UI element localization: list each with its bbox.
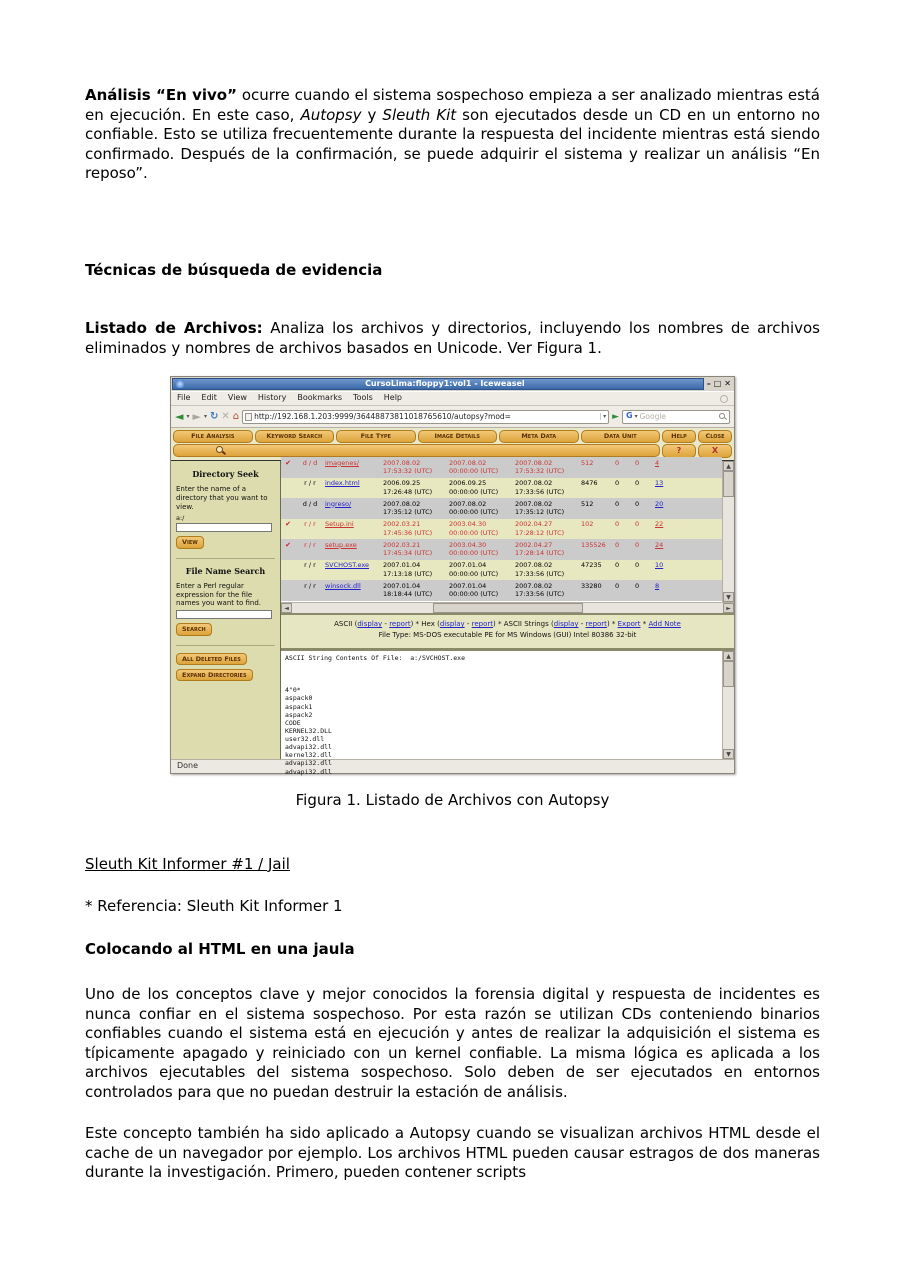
row-accessed: 2006.09.25 00:00:00 (UTC) bbox=[449, 479, 499, 496]
menu-view[interactable]: View bbox=[227, 393, 247, 403]
status-text: Done bbox=[177, 761, 199, 771]
meta-link[interactable]: 22 bbox=[655, 520, 664, 529]
meta-link[interactable]: 8 bbox=[655, 581, 660, 590]
row-type: r / r bbox=[304, 520, 316, 529]
paragraph-analisis: Análisis “En vivo” ocurre cuando el sistema sospechoso empieza a ser analizado mientras está en ejecución. En este caso, Autopsy y Sleuth Kit son ejecutados desde un CD en un entorno no confiable. Esto se utiliza frecuentemente durante la respuesta del incidente mientras está siendo confirmado. Después de la confirmación, se puede adquirir el sistema y realizar un análisis “En reposo”. bbox=[85, 86, 820, 182]
row-gid: 0 bbox=[635, 561, 640, 570]
menu-tools[interactable]: Tools bbox=[353, 393, 373, 403]
hex-display-link[interactable]: display bbox=[439, 620, 465, 628]
content-line: ASCII String Contents Of File: a:/SVCHOST.exe bbox=[285, 654, 466, 663]
tab-file-type[interactable]: File Type bbox=[336, 430, 416, 443]
row-written: 2007.01.04 17:13:18 (UTC) bbox=[383, 561, 433, 578]
view-button[interactable]: View bbox=[176, 536, 204, 548]
file-link[interactable]: ingreso/ bbox=[325, 499, 352, 508]
table-vertical-scrollbar[interactable] bbox=[722, 461, 734, 602]
paragraph-concepto-autopsy: Este concepto también ha sido aplicado a Autopsy cuando se visualizan archivos HTML desde el cache de un navegador por ejemplo. Los archivos HTML pueden causar estragos de dos maneras durante la investigación. Primero, pueden contener scripts bbox=[85, 1124, 820, 1182]
row-written: 2007.08.02 17:35:12 (UTC) bbox=[383, 499, 433, 517]
content-line bbox=[285, 678, 722, 686]
section-heading-tecnicas: Técnicas de búsqueda de evidencia bbox=[85, 260, 383, 279]
go-icon[interactable]: ► bbox=[612, 411, 619, 422]
meta-link[interactable]: 13 bbox=[655, 479, 664, 488]
viewer-text: ) * Hex ( bbox=[410, 620, 440, 628]
iceweasel-icon bbox=[176, 380, 184, 388]
google-logo-icon[interactable]: G bbox=[626, 411, 633, 421]
content-viewer-bar bbox=[281, 613, 734, 649]
figure-caption: Figura 1. Listado de Archivos con Autopsy bbox=[295, 791, 610, 810]
search-placeholder[interactable]: Google bbox=[639, 411, 667, 421]
search-icon[interactable] bbox=[719, 413, 726, 420]
meta-link[interactable]: 20 bbox=[655, 499, 664, 508]
ascii-string-contents bbox=[281, 651, 722, 776]
row-accessed: 2007.01.04 00:00:00 (UTC) bbox=[449, 561, 499, 578]
home-icon[interactable]: ⌂ bbox=[232, 410, 240, 422]
menu-edit[interactable]: Edit bbox=[201, 393, 217, 403]
meta-link[interactable]: 24 bbox=[655, 540, 664, 549]
deleted-check-icon: ✔ bbox=[285, 458, 291, 467]
viewer-text: * bbox=[640, 620, 649, 628]
row-type: d / d bbox=[302, 458, 318, 467]
content-vertical-scrollbar[interactable] bbox=[722, 651, 734, 759]
row-accessed: 2007.08.02 00:00:00 (UTC) bbox=[449, 499, 499, 517]
row-written: 2002.03.21 17:45:36 (UTC) bbox=[383, 520, 433, 537]
menu-bookmarks[interactable]: Bookmarks bbox=[297, 393, 343, 403]
row-size: 33280 bbox=[581, 581, 602, 590]
search-button[interactable]: Search bbox=[176, 623, 212, 635]
iceweasel-window bbox=[170, 376, 735, 774]
tab-image-details[interactable]: Image Details bbox=[418, 430, 498, 443]
file-analysis-active-bar bbox=[173, 444, 660, 457]
directory-seek-title: Directory Seek bbox=[192, 469, 259, 479]
url-text[interactable]: http://192.168.1.203:9999/36448873811018765610/autopsy?mod= bbox=[254, 411, 511, 421]
ascii-display-link[interactable]: display bbox=[357, 620, 383, 628]
table-row[interactable] bbox=[281, 498, 722, 519]
row-written: 2006.09.25 17:26:48 (UTC) bbox=[383, 479, 433, 496]
autopsy-main-tabs bbox=[173, 430, 660, 443]
reload-icon[interactable]: ↻ bbox=[209, 410, 219, 422]
content-line: kernel32.dll bbox=[285, 751, 332, 760]
viewer-text: - bbox=[578, 620, 586, 628]
row-accessed: 2007.01.04 00:00:00 (UTC) bbox=[449, 581, 499, 599]
row-accessed: 2007.08.02 00:00:00 (UTC) bbox=[449, 458, 499, 476]
row-changed: 2007.08.02 17:35:12 (UTC) bbox=[515, 499, 565, 517]
row-changed: 2002.04.27 17:28:12 (UTC) bbox=[515, 520, 565, 537]
row-written: 2007.01.04 18:18:44 (UTC) bbox=[383, 581, 433, 599]
window-controls bbox=[704, 379, 734, 389]
close-button[interactable]: ✕ bbox=[724, 379, 731, 388]
sleuth-kit-informer-heading: Sleuth Kit Informer #1 / Jail bbox=[85, 854, 290, 873]
ascii-report-link[interactable]: report bbox=[389, 620, 411, 628]
autopsy-tabs-row bbox=[173, 430, 732, 443]
row-size: 102 bbox=[581, 520, 594, 529]
row-gid: 0 bbox=[635, 458, 640, 467]
scroll-left-icon[interactable]: ◄ bbox=[281, 603, 292, 613]
row-accessed: 2003.04.30 00:00:00 (UTC) bbox=[449, 540, 499, 558]
table-row[interactable] bbox=[281, 580, 722, 601]
maximize-button[interactable]: □ bbox=[713, 379, 722, 388]
row-size: 512 bbox=[581, 458, 594, 467]
row-changed: 2002.04.27 17:28:14 (UTC) bbox=[515, 540, 565, 558]
menu-file[interactable]: File bbox=[177, 393, 191, 403]
content-line: advapi32.dll bbox=[285, 759, 332, 768]
row-gid: 0 bbox=[635, 581, 640, 590]
row-changed: 2007.08.02 17:33:56 (UTC) bbox=[515, 581, 565, 599]
tab-meta-data[interactable]: Meta Data bbox=[499, 430, 579, 443]
ascii-content-area bbox=[281, 649, 734, 776]
forward-dropdown-icon[interactable]: ▾ bbox=[203, 412, 207, 420]
row-changed: 2007.08.02 17:53:32 (UTC) bbox=[515, 458, 565, 476]
throbber-icon bbox=[720, 395, 728, 403]
row-uid: 0 bbox=[615, 499, 620, 508]
content-line: 4"0* bbox=[285, 686, 301, 695]
scrollbar-thumb[interactable] bbox=[723, 471, 734, 497]
content-line: advapi32.dll bbox=[285, 767, 332, 776]
window-title: CursoLima:floppy1:vol1 - Iceweasel bbox=[365, 379, 525, 388]
back-dropdown-icon[interactable]: ▾ bbox=[186, 412, 190, 420]
menu-history[interactable]: History bbox=[257, 393, 287, 403]
titlebar-blue-area bbox=[172, 378, 704, 390]
file-table-rows bbox=[281, 457, 722, 601]
file-listing-column bbox=[281, 458, 734, 776]
stop-icon[interactable]: ✕ bbox=[221, 410, 230, 422]
back-icon[interactable]: ◄ bbox=[175, 409, 184, 423]
table-row[interactable] bbox=[281, 560, 722, 581]
help-icon[interactable]: ? bbox=[662, 444, 696, 458]
scroll-up-icon[interactable]: ▲ bbox=[723, 651, 734, 661]
row-type: r / r bbox=[304, 540, 316, 549]
row-size: 47235 bbox=[581, 561, 602, 570]
content-line bbox=[285, 670, 722, 678]
file-link[interactable]: winsock.dll bbox=[325, 581, 361, 590]
row-uid: 0 bbox=[615, 540, 620, 549]
url-dropdown-icon[interactable]: ▾ bbox=[600, 413, 606, 421]
magnifier-icon bbox=[216, 446, 226, 456]
directory-seek-sidebar bbox=[171, 461, 281, 759]
row-uid: 0 bbox=[615, 561, 620, 570]
row-gid: 0 bbox=[635, 540, 640, 549]
deleted-check-icon: ✔ bbox=[285, 520, 291, 529]
sidebar-divider bbox=[176, 558, 275, 559]
all-deleted-files-button[interactable]: All Deleted Files bbox=[176, 653, 247, 665]
add-note-link[interactable]: Add Note bbox=[648, 620, 681, 628]
tab-close[interactable]: Close bbox=[698, 430, 732, 443]
row-size: 8476 bbox=[581, 479, 598, 488]
window-titlebar[interactable] bbox=[171, 377, 734, 391]
page-icon bbox=[245, 413, 252, 421]
row-gid: 0 bbox=[635, 479, 640, 488]
tab-data-unit[interactable]: Data Unit bbox=[581, 430, 661, 443]
section-heading-colocando: Colocando al HTML en una jaula bbox=[85, 939, 355, 958]
viewer-text: - bbox=[464, 620, 472, 628]
content-line: aspack2 bbox=[285, 710, 313, 719]
directory-seek-text: Enter the name of a directory that you want to view. bbox=[176, 485, 268, 511]
row-uid: 0 bbox=[615, 520, 620, 529]
scroll-down-icon[interactable]: ▼ bbox=[723, 592, 734, 602]
search-engine-dropdown-icon[interactable]: ▾ bbox=[634, 412, 638, 420]
row-type: r / r bbox=[304, 581, 316, 590]
file-name-search-title: File Name Search bbox=[185, 565, 266, 576]
content-line: KERNEL32.DLL bbox=[285, 726, 332, 735]
paragraph-conceptos: Uno de los conceptos clave y mejor conocidos la forensia digital y respuesta de incidentes es nunca confiar en el sistema sospechoso. Por esta razón se utilizan CDs conteniendo binarios confiables cuando el sistema está en ejecución y antes de realizar la adquisición el sistema es típicamente apagado y reiniciado con un kernel confiable. La misma lógica es aplicada a los archivos ejecutables del sistema sospechoso. Solo deben de ser ejecutados en entornos controlados para que no puedan destruir la estación de análisis. bbox=[85, 985, 820, 1101]
content-line: aspack0 bbox=[285, 694, 313, 703]
row-changed: 2007.08.02 17:33:56 (UTC) bbox=[515, 479, 565, 496]
file-link[interactable]: setup.exe bbox=[325, 540, 357, 549]
navigation-toolbar bbox=[171, 406, 734, 428]
hscrollbar-track[interactable] bbox=[292, 603, 723, 613]
file-link[interactable]: SVCHOST.exe bbox=[325, 561, 370, 570]
viewer-text: ) * bbox=[606, 620, 618, 628]
reference-line: * Referencia: Sleuth Kit Informer 1 bbox=[85, 897, 343, 916]
directory-prefix: a:/ bbox=[176, 513, 185, 522]
paragraph-lead-bold: Análisis “En vivo” bbox=[85, 86, 237, 104]
viewer-text: ASCII ( bbox=[334, 620, 358, 628]
forward-icon[interactable]: ► bbox=[192, 409, 201, 423]
row-accessed: 2003.04.30 00:00:00 (UTC) bbox=[449, 520, 499, 537]
tab-keyword-search[interactable]: Keyword Search bbox=[255, 430, 335, 443]
file-type-line: File Type: MS-DOS executable PE for MS Windows (GUI) Intel 80386 32-bit bbox=[378, 631, 637, 640]
file-link[interactable]: Setup.ini bbox=[325, 520, 354, 529]
table-row[interactable] bbox=[281, 457, 722, 478]
tab-help[interactable]: Help bbox=[662, 430, 696, 443]
file-link[interactable]: imagenes/ bbox=[325, 458, 359, 467]
viewer-text: ) * ASCII Strings ( bbox=[493, 620, 554, 628]
file-link[interactable]: index.html bbox=[325, 479, 360, 488]
strings-report-link[interactable]: report bbox=[585, 620, 607, 628]
meta-link[interactable]: 10 bbox=[655, 561, 664, 570]
row-gid: 0 bbox=[635, 499, 640, 508]
hscrollbar-thumb[interactable] bbox=[433, 603, 583, 613]
row-type: r / r bbox=[304, 561, 316, 570]
expand-directories-button[interactable]: Expand Directories bbox=[176, 669, 253, 681]
row-gid: 0 bbox=[635, 520, 640, 529]
close-x-icon[interactable]: X bbox=[698, 444, 732, 458]
menu-help[interactable]: Help bbox=[383, 393, 403, 403]
content-line: CODE bbox=[285, 718, 301, 727]
row-uid: 0 bbox=[615, 581, 620, 590]
row-size: 512 bbox=[581, 499, 594, 508]
directory-input[interactable] bbox=[176, 523, 272, 532]
row-changed: 2007.08.02 17:33:56 (UTC) bbox=[515, 561, 565, 578]
content-line: aspack1 bbox=[285, 702, 313, 711]
file-name-search-input[interactable] bbox=[176, 610, 272, 619]
strings-display-link[interactable]: display bbox=[553, 620, 579, 628]
row-uid: 0 bbox=[615, 458, 620, 467]
table-row[interactable] bbox=[281, 519, 722, 540]
scroll-up-icon[interactable]: ▲ bbox=[723, 461, 734, 471]
url-field[interactable] bbox=[242, 410, 609, 424]
sidebar-divider-2 bbox=[176, 645, 275, 646]
scrollbar-thumb[interactable] bbox=[723, 661, 734, 687]
row-uid: 0 bbox=[615, 479, 620, 488]
row-written: 2002.03.21 17:45:34 (UTC) bbox=[383, 540, 433, 558]
row-written: 2007.08.02 17:53:32 (UTC) bbox=[383, 458, 433, 476]
minimize-button[interactable]: – bbox=[706, 379, 711, 388]
table-row[interactable] bbox=[281, 478, 722, 499]
deleted-check-icon: ✔ bbox=[285, 540, 291, 549]
table-horizontal-scrollbar[interactable] bbox=[281, 602, 734, 613]
content-line: advapi32.dll bbox=[285, 743, 332, 752]
row-type: r / r bbox=[304, 479, 316, 488]
search-field[interactable] bbox=[622, 410, 730, 424]
file-table bbox=[281, 458, 722, 602]
viewer-links-line bbox=[283, 620, 732, 629]
hex-report-link[interactable]: report bbox=[471, 620, 494, 628]
content-line: user32.dll bbox=[285, 735, 325, 744]
row-type: d / d bbox=[302, 499, 318, 508]
scroll-right-icon[interactable]: ► bbox=[723, 603, 734, 613]
row-size: 135526 bbox=[581, 540, 606, 549]
export-link[interactable]: Export bbox=[617, 620, 641, 628]
viewer-text: - bbox=[382, 620, 390, 628]
scroll-down-icon[interactable]: ▼ bbox=[723, 749, 734, 759]
content-line bbox=[285, 662, 722, 670]
table-row[interactable] bbox=[281, 539, 722, 560]
file-name-search-text: Enter a Perl regular expression for the file names you want to find. bbox=[176, 581, 261, 608]
tab-file-analysis[interactable]: File Analysis bbox=[173, 430, 253, 443]
menu-bar bbox=[171, 391, 734, 406]
meta-link[interactable]: 4 bbox=[655, 458, 660, 467]
file-table-wrap bbox=[281, 458, 734, 602]
paragraph-listado: Listado de Archivos: Analiza los archivos y directorios, incluyendo los nombres de archivos eliminados y nombres de archivos basados en Unicode. Ver Figura 1. bbox=[85, 319, 820, 357]
